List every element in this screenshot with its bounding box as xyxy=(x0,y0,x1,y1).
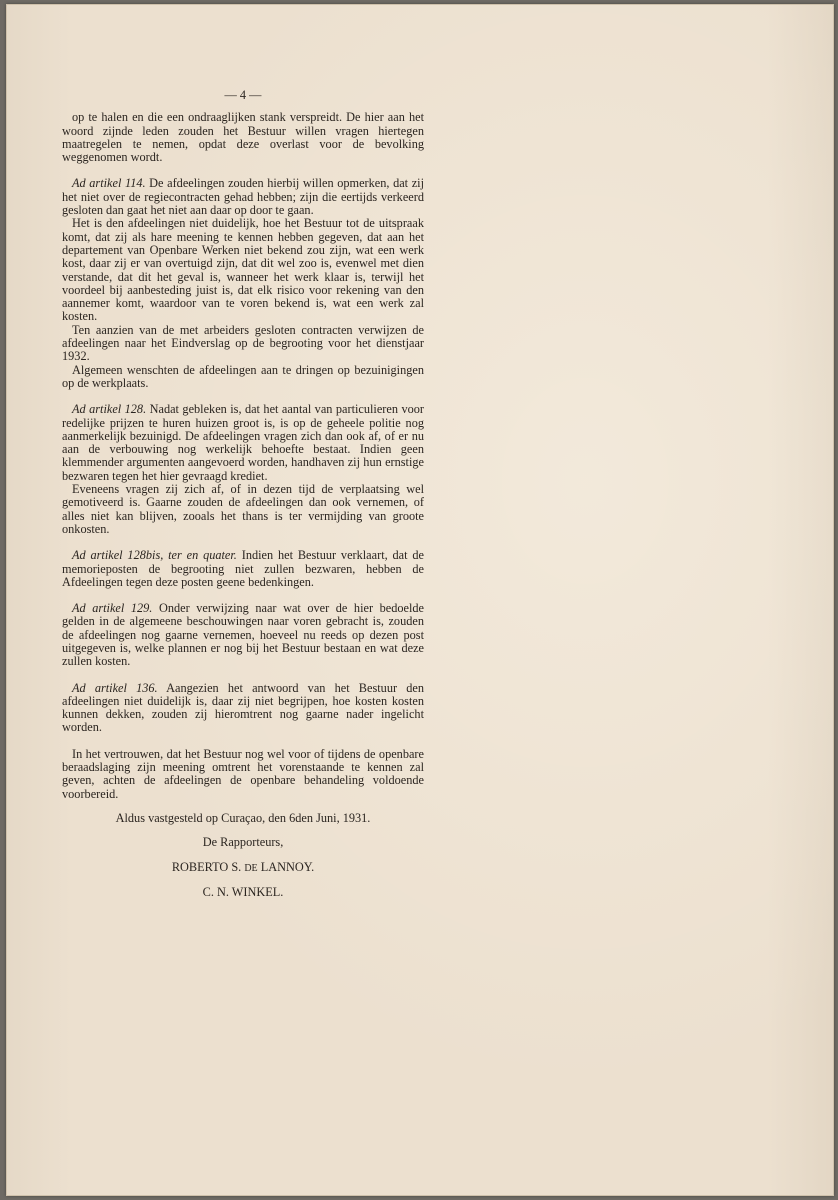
paragraph-5: Algemeen wenschten de afdeelingen aan te dringen op bezuinigingen op de werkplaats. xyxy=(62,362,424,390)
paragraph-7: Eveneens vragen zij zich af, of in dezen tijd de verplaatsing wel gemotiveerd is. Gaarne zouden de afdeelingen dan ook vernemen, of alles niet kan blijven, zooals het thans is ter vermijding van groote onkosten. xyxy=(62,482,424,536)
rapporteurs-title: De Rapporteurs, xyxy=(202,835,284,850)
page-number: — 4 — xyxy=(224,88,262,102)
paragraph-artikel-136: Ad artikel 136. Aangezien het antwoord van het Bestuur den afdeelingen niet duidelijk is, daar zij niet begrijpen, hoe kosten kosten kunnen dekken, zouden zij hieromtrent nog gaarne nader ingelicht worden. xyxy=(62,680,424,735)
paragraph-artikel-128bis: Ad artikel 128bis, ter en quater. Indien het Bestuur verklaart, dat de memorieposten de begrooting niet zullen bezwaren, hebben de Afdeelingen tegen deze posten geene bedenkingen. xyxy=(62,548,424,589)
closing-date-line: Aldus vastgesteld op Curaçao, den 6den Juni, 1931. xyxy=(115,810,371,825)
document-body xyxy=(62,89,424,899)
paragraph-conclusion: In het vertrouwen, dat het Bestuur nog wel voor of tijdens de openbare beraadslaging zijn meening omtrent het vorenstaande te kennen zal geven, achten de afdeelingen de openbare behandeling voldoende voorbereid. xyxy=(62,746,424,801)
signatory-2: C. N. WINKEL. xyxy=(202,884,284,899)
paragraph-artikel-128: Ad artikel 128. Nadat gebleken is, dat het aantal van particulieren voor redelijke prijzen te huren huizen groot is, is op de geheele politie nog aanmerkelijk bezuinigd. De afdeelingen vragen zich dan ook af, of er nu aan de verbouwing nog werkelijk behoefte bestaat. Indien geen klemmender argumenten aangevoerd worden, handhaven zij hun ernstige bezwaren tegen het hier gevraagd krediet. xyxy=(62,402,424,483)
paragraph-3: Het is den afdeelingen niet duidelijk, hoe het Bestuur tot de uitspraak komt, dat zij als hare meening te kennen hebben gegeven, dat aan het departement van Openbare Werken niet bekend zou zijn, wat een werk kost, daar zij er van overtuigd zijn, dat dit wel zoo is, evenwel met dien verstande, dat dit het geval is, wanneer het werk klaar is, terwijl het voordeel bij aanbesteding juist is, dat elk risico voor rekening van den aannemer komt, waardoor van te voren bekend is, wat een werk zal kosten. xyxy=(62,216,424,324)
document-page xyxy=(6,4,834,1196)
signatory-1: ROBERTO S. DE LANNOY. xyxy=(171,859,315,874)
paragraph-artikel-129: Ad artikel 129. Onder verwijzing naar wat over de hier bedoelde gelden in de algemeene beschouwingen naar voren gebracht is, zouden de afdeelingen nog gaarne vernemen, hoeveel nu reeds op dezen post uitgegeven is, welke plannen er nog bij het Bestuur bestaan en wat deze zullen kosten. xyxy=(62,601,424,669)
paragraph-4: Ten aanzien van de met arbeiders gesloten contracten verwijzen de afdeelingen naar het Eindverslag op de begrooting voor het dienstjaar 1932. xyxy=(62,322,424,364)
paragraph-1: op te halen en die een ondraaglijken stank verspreidt. De hier aan het woord zijnde leden zouden het Bestuur willen vragen hiertegen maatregelen te nemen, opdat deze overlast voor de bevolking weggenomen wordt. xyxy=(62,110,424,165)
paragraph-artikel-114: Ad artikel 114. De afdeelingen zouden hierbij willen opmerken, dat zij het niet over de regiecontracten gehad hebben; zijn die eertijds verkeerd gesloten dan gaat het niet aan daar op door te gaan. xyxy=(62,176,424,218)
